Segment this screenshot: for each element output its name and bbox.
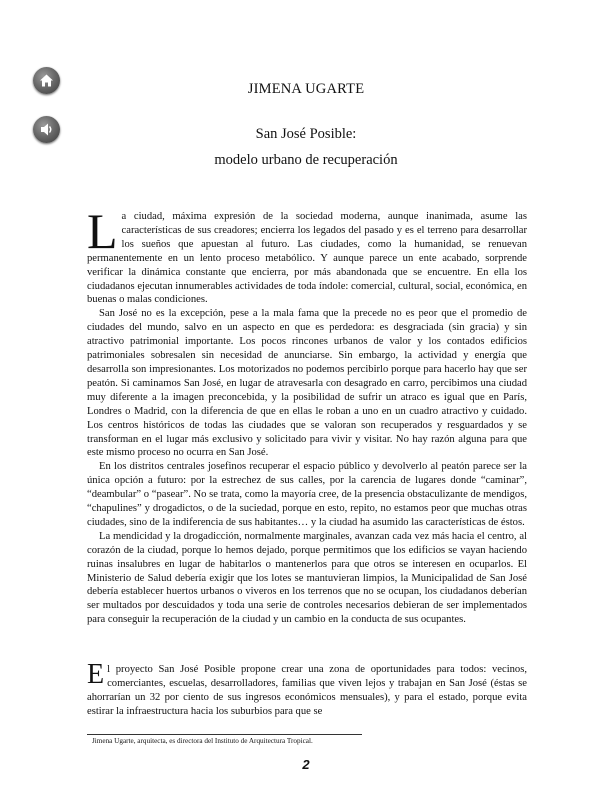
paragraph: La mendicidad y la drogadicción, normalmente marginales, avanzan cada vez más hacia el centro, al corazón de la ciudad, porque lo hemos dejado, porque permitimos que los edificios se vayan haciendo ruinas insalubres en lugar de habitarlos o mantenerlos para que otros se interesen en ocuparlos. El Ministerio de Salud debería exigir que los lotes se mantuvieran limpios, la Municipalidad de San José debería establecer huertos urbanos o viveros en los terrenos que no se ocupan, los ciudadanos deberían ser multados por descuidados y toda una serie de controles necesarios debieran de ser implementados para conseguir la recuperación de la ciudad y un cambio en la conducta de sus ocupantes. [87,530,527,626]
article-body-section-2 [87,659,527,719]
author-name: JIMENA UGARTE [247,81,365,97]
footnote: Jimena Ugarte, arquitecta, es directora del Instituto de Arquitectura Tropical. [92,737,313,745]
drop-cap: L [87,203,118,259]
page-number: 2 [302,757,310,772]
article-subtitle: modelo urbano de recuperación [214,152,398,168]
paragraph [87,659,527,719]
drop-cap: E [87,659,105,690]
paragraph: En los distritos centrales josefinos recuperar el espacio público y devolverlo al peatón parece ser la única opción a futuro: por la estrechez de sus calles, por la carencia de lugares donde “caminar”, “deambular” o “pasear”. No se trata, como la mayoría cree, de la presencia obstaculizante de mendigos, “chapulines” y drogadictos, o de la suciedad, porque en esto, repito, no estamos peor que muchas otras ciudades, sino de la indiferencia de sus habitantes… y la ciudad ha asumido las características de éstos. [87,461,527,528]
footnote-divider [87,734,362,735]
article-body-section-1 [87,203,527,627]
paragraph [87,203,527,307]
paragraph-text: a ciudad, máxima expresión de la sociedad moderna, aunque inanimada, asume las características de sus creadores; encierra los legados del pasado y es el terreno para desarrollar los sueños que apuestan al futuro. Las ciudades, como la humanidad, se renuevan permanentemente en un lento proceso metabólico. Y aunque parece un ente acabado, sorprende verificar la dinámica constante que encierra, por más abandonada que se encuentre. En ella los ciudadanos ejecutan innumerables actividades de toda índole: comercial, cultural, social, económica, en buenas o malas condiciones. [87,211,527,306]
article-title: San José Posible: [255,126,357,142]
paragraph: San José no es la excepción, pese a la mala fama que la precede no es peor que el promedio de ciudades del mundo, salvo en un aspecto en que es perdedora: es desgraciada (sin gracia) y sin atractivo patrimonial importante. Los pocos rincones urbanos de valor y los contados edificios patrimoniales sobresalen sin necesidad de anunciarse. Sin embargo, la actividad y energía que desarrolla son impresionantes. Los motorizados no podemos percibirlo porque para hacerlo hay que ser peatón. Si caminamos San José, en lugar de atravesarla con desagrado en carro, percibimos una ciudad muy diferente a la imagen preconcebida, y la posibilidad de sufrir un atraco es igual que en París, Londres o Madrid, con la diferencia de que en ellas le roban a uno en un cuadro atractivo y cuidado. Los centros históricos de todas las ciudades que se valoran son recuperados y resguardados y se transforman en el lugar más exclusivo y solicitado para vivir y visitar. No hay razón alguna para que este mismo proceso no ocurra en San José. [87,308,527,459]
paragraph-text: l proyecto San José Posible propone crear una zona de oportunidades para todos: vecinos, comerciantes, escuelas, desarrolladores, familias que viven lejos y trabajan en San José (éstas se ahorrarían un 32 por ciento de sus ingresos económicos mensuales), y para el estado, porque evita estirar la infraestructura hacia los suburbios para que se [87,664,527,717]
